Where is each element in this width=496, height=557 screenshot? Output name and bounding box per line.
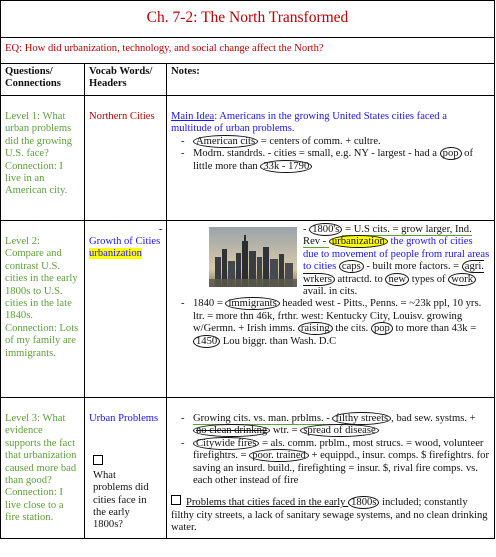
level2-vocab-a: Growth of Cities	[89, 236, 161, 247]
main-idea: Main Idea: Americans in the growing United States cities faced a multitude of urban problems.	[171, 111, 447, 135]
title-cell	[1, 1, 495, 38]
level1-question-cell	[1, 96, 85, 221]
level1-bullet-2: - Modrn. standrds. - cities = small, e.g. NY - largest - had a pop of little more than 33k - 1790	[193, 148, 490, 173]
header-row	[1, 64, 495, 96]
level1-connection: Connection: I live in an American city.	[5, 160, 68, 197]
level3-question-cell	[1, 398, 85, 539]
level3-vocab-cell	[85, 398, 167, 539]
level3-notes	[167, 398, 495, 539]
header-notes: Notes:	[167, 64, 495, 96]
level2-bullet-1: - - 1800's = U.S cits. = grow larger, Ind. Rev - urbanization the growth of cities due to movement of people from rural areas to cities caps - built more factors. = agri. wrkers attractd. to new types of work avail. in cits.	[171, 224, 490, 298]
level3-vocab: Urban Problems	[89, 413, 159, 424]
checkbox-icon[interactable]	[93, 455, 103, 465]
level2-vocab-cell	[85, 221, 167, 398]
level2-question-cell	[1, 221, 85, 398]
essential-question: EQ: How did urbanization, technology, and social change affect the North?	[1, 38, 495, 64]
checkbox-icon[interactable]	[171, 495, 181, 505]
level3-question: Level 3: What evidence supports the fact that urbanization caused more bad than good?	[5, 413, 77, 487]
level1-question: Level 1: What urban problems did the growing U.S. face?	[5, 111, 73, 160]
level3-answer: Problems that cities faced in the early 1800s included; constantly filthy city streets, a lack of sanitary sewage systems, and no clean drinking water.	[171, 497, 488, 534]
level2-connection: Connection: Lots of my family are immigrants.	[5, 322, 79, 359]
level3-row	[1, 398, 495, 539]
level1-bullet-1: - American cits = centers of comm. + cultre.	[193, 136, 490, 148]
level2-vocab-b: urbanization	[89, 248, 142, 260]
level3-connection: Connection: I live close to a fire station.	[5, 487, 64, 524]
level3-checkbox-question: What problems did cities face in the early 1800s?	[89, 455, 162, 531]
level3-bullet-1: - Growing cits. vs. man. prblms. - filthy streets , bad sew. systms. + no clean drinkng wtr. = spread of disease	[193, 413, 490, 438]
page-title: Ch. 7-2: The North Transformed	[146, 8, 349, 26]
level1-row	[1, 96, 495, 221]
level2-row	[1, 221, 495, 398]
level2-notes	[167, 221, 495, 398]
level1-vocab: Northern Cities	[89, 111, 155, 122]
level2-question: Level 2: Compare and contrast U.S. cities in the early 1800s to U.S. cities in the late 1840s.	[5, 236, 78, 322]
level1-vocab-cell	[85, 96, 167, 221]
header-questions: Questions/ Connections	[1, 64, 85, 96]
level1-notes	[167, 96, 495, 221]
level2-bullet-2: - 1840 = immigrants headed west - Pitts., Penns. = ~23k ppl, 10 yrs. ltr. = more thn 46k, frthr. west: Kentucky City, Louisv. growing w/Germn. + Irish imms. raising the cits. pop to more than 43k = 1450 Lou biggr. than Wash. D.C	[193, 298, 490, 348]
header-vocab: Vocab Words/ Headers	[85, 64, 167, 96]
level3-bullet-2: - Citywide fires = als. comm. prblm., most strucs. = wood, volunteer firefightrs. = poor. trained + equippd., insur. comps. $ firefightrs. for saving an insurd. build., firefighting = insur. $, rival fire comps. vs. each other instead of fire	[193, 438, 490, 488]
